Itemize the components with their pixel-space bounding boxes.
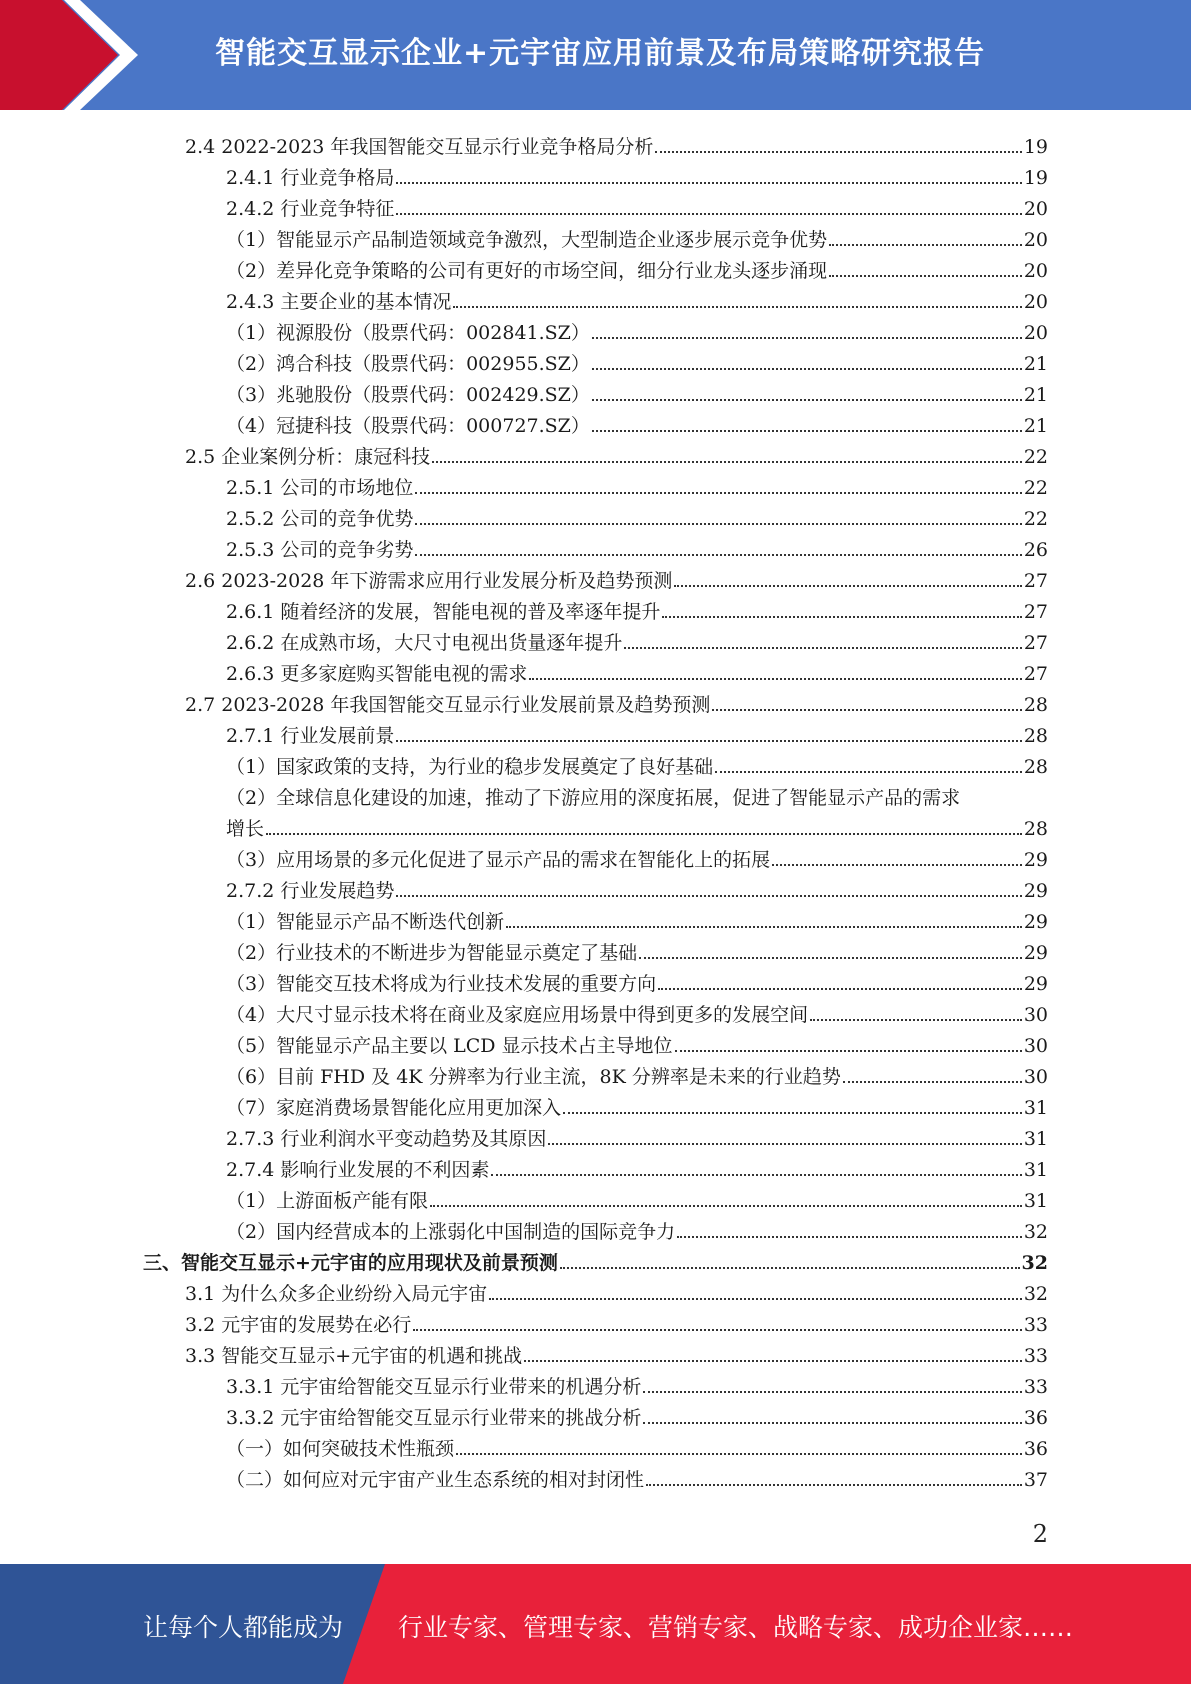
toc-entry[interactable] — [226, 406, 1048, 437]
toc-leader-dots — [715, 771, 1022, 773]
toc-entry-page: 30 — [1023, 1066, 1048, 1088]
toc-entry-title: 3.3.1 元宇宙给智能交互显示行业带来的机遇分析 — [226, 1376, 642, 1398]
toc-entry-page: 31 — [1023, 1097, 1048, 1119]
toc-entry[interactable] — [185, 1305, 1048, 1336]
toc-entry-page: 27 — [1023, 663, 1048, 685]
toc-entry-page: 27 — [1023, 570, 1048, 592]
toc-entry[interactable] — [226, 344, 1048, 375]
toc-entry[interactable] — [226, 499, 1048, 530]
toc-entry-title: （1）上游面板产能有限 — [226, 1190, 429, 1212]
toc-entry-page: 29 — [1023, 880, 1048, 902]
toc-entry-page: 21 — [1023, 415, 1048, 437]
toc-leader-dots — [560, 1267, 1020, 1269]
toc-entry-page: 32 — [1023, 1221, 1048, 1243]
toc-leader-dots — [674, 585, 1021, 587]
toc-leader-dots — [655, 151, 1021, 153]
toc-entry[interactable] — [226, 1367, 1048, 1398]
toc-entry-page: 20 — [1023, 291, 1048, 313]
toc-leader-dots — [491, 1174, 1021, 1176]
toc-leader-dots — [396, 740, 1021, 742]
toc-entry[interactable] — [185, 1336, 1048, 1367]
page-number: 2 — [1032, 1520, 1048, 1548]
toc-entry-page: 33 — [1023, 1376, 1048, 1398]
toc-entry-title: 2.7.3 行业利润水平变动趋势及其原因 — [226, 1128, 547, 1150]
toc-entry[interactable] — [226, 995, 1048, 1026]
toc-entry-page: 20 — [1023, 260, 1048, 282]
toc-entry-page: 26 — [1023, 539, 1048, 561]
toc-entry[interactable] — [226, 933, 1048, 964]
toc-leader-dots — [529, 678, 1021, 680]
toc-entry[interactable] — [226, 964, 1048, 995]
toc-leader-dots — [396, 895, 1021, 897]
toc-leader-dots — [415, 554, 1021, 556]
toc-entry[interactable] — [226, 840, 1048, 871]
toc-leader-dots — [266, 833, 1022, 835]
toc-entry[interactable] — [226, 902, 1048, 933]
toc-leader-dots — [415, 523, 1021, 525]
toc-entry[interactable] — [226, 654, 1048, 685]
toc-leader-dots — [829, 275, 1022, 277]
toc-entry[interactable] — [226, 1181, 1048, 1212]
toc-entry-title: 2.6.1 随着经济的发展，智能电视的普及率逐年提升 — [226, 601, 661, 623]
toc-leader-dots — [506, 926, 1022, 928]
toc-entry[interactable] — [185, 685, 1048, 716]
toc-entry[interactable] — [226, 251, 1048, 282]
toc-entry-title: （二）如何应对元宇宙产业生态系统的相对封闭性 — [226, 1469, 645, 1491]
toc-entry-title: （2）行业技术的不断进步为智能显示奠定了基础 — [226, 942, 638, 964]
toc-entry-page: 30 — [1023, 1035, 1048, 1057]
toc-chapter-entry[interactable] — [143, 1243, 1048, 1274]
toc-entry-page: 22 — [1023, 446, 1048, 468]
toc-entry-title: 2.4.1 行业竞争格局 — [226, 167, 395, 189]
toc-entry-page: 27 — [1023, 632, 1048, 654]
toc-entry-title: 2.7.4 影响行业发展的不利因素 — [226, 1159, 490, 1181]
toc-entry-page: 37 — [1023, 1469, 1048, 1491]
toc-entry[interactable] — [185, 127, 1048, 158]
page-header — [0, 0, 1191, 110]
toc-entry[interactable] — [226, 530, 1048, 561]
toc-entry-page: 20 — [1023, 322, 1048, 344]
toc-entry[interactable] — [226, 747, 1048, 778]
toc-entry-page: 29 — [1023, 911, 1048, 933]
toc-entry-page: 33 — [1023, 1345, 1048, 1367]
toc-entry-title: （1）智能显示产品制造领域竞争激烈，大型制造企业逐步展示竞争优势 — [226, 229, 828, 251]
toc-entry-title: 三、智能交互显示+元宇宙的应用现状及前景预测 — [143, 1252, 558, 1274]
toc-entry[interactable] — [226, 1026, 1048, 1057]
toc-entry[interactable] — [226, 158, 1048, 189]
toc-leader-dots — [658, 988, 1022, 990]
toc-entry-title: 2.5.3 公司的竞争劣势 — [226, 539, 414, 561]
toc-entry-page: 28 — [1023, 818, 1048, 840]
toc-entry-title: 2.5.2 公司的竞争优势 — [226, 508, 414, 530]
toc-leader-dots — [643, 1391, 1021, 1393]
toc-entry-title: （7）家庭消费场景智能化应用更加深入 — [226, 1097, 562, 1119]
toc-entry-page: 19 — [1023, 167, 1048, 189]
toc-entry-title: 3.3.2 元宇宙给智能交互显示行业带来的挑战分析 — [226, 1407, 642, 1429]
toc-entry[interactable] — [226, 1460, 1048, 1491]
toc-entry-page: 22 — [1023, 477, 1048, 499]
toc-entry-title: 2.5.1 公司的市场地位 — [226, 477, 414, 499]
toc-leader-dots — [396, 182, 1021, 184]
toc-entry-title: （2）全球信息化建设的加速，推动了下游应用的深度拓展，促进了智能显示产品的需求 — [226, 787, 961, 809]
toc-entry-title: （1）视源股份（股票代码：002841.SZ） — [226, 322, 590, 344]
toc-leader-dots — [432, 461, 1022, 463]
toc-entry-title: （4）冠捷科技（股票代码：000727.SZ） — [226, 415, 590, 437]
toc-entry[interactable] — [226, 623, 1048, 654]
toc-entry-title: （1）智能显示产品不断迭代创新 — [226, 911, 505, 933]
toc-leader-dots — [563, 1112, 1022, 1114]
toc-leader-dots — [592, 368, 1022, 370]
toc-entry-page: 31 — [1023, 1190, 1048, 1212]
toc-entry-page: 31 — [1023, 1128, 1048, 1150]
toc-leader-dots — [712, 709, 1021, 711]
toc-entry-title: 2.4.3 主要企业的基本情况 — [226, 291, 452, 313]
toc-leader-dots — [524, 1360, 1022, 1362]
toc-leader-dots — [677, 1236, 1022, 1238]
toc-entry-page: 36 — [1023, 1438, 1048, 1460]
toc-entry-page: 20 — [1023, 198, 1048, 220]
toc-entry-title: （2）鸿合科技（股票代码：002955.SZ） — [226, 353, 590, 375]
toc-leader-dots — [592, 337, 1022, 339]
toc-entry-title: 2.7 2023-2028 年我国智能交互显示行业发展前景及趋势预测 — [185, 694, 711, 716]
toc-entry-page: 28 — [1023, 756, 1048, 778]
footer-slogan-left: 让每个人都能成为 — [143, 1613, 344, 1642]
toc-leader-dots — [453, 306, 1021, 308]
toc-leader-dots — [643, 1422, 1021, 1424]
header-arrow-decoration — [0, 0, 200, 110]
report-title: 智能交互显示企业+元宇宙应用前景及布局策略研究报告 — [215, 36, 986, 71]
toc-entry-title: （3）智能交互技术将成为行业技术发展的重要方向 — [226, 973, 657, 995]
toc-leader-dots — [396, 213, 1021, 215]
toc-entry[interactable] — [226, 1212, 1048, 1243]
toc-entry[interactable] — [185, 1274, 1048, 1305]
toc-leader-dots — [829, 244, 1022, 246]
toc-entry-title: 2.6.3 更多家庭购买智能电视的需求 — [226, 663, 528, 685]
toc-entry[interactable] — [226, 1150, 1048, 1181]
toc-entry-title: （一）如何突破技术性瓶颈 — [226, 1438, 455, 1460]
toc-entry-title: （2）国内经营成本的上涨弱化中国制造的国际竞争力 — [226, 1221, 676, 1243]
toc-entry[interactable] — [226, 1398, 1048, 1429]
toc-entry-page: 36 — [1023, 1407, 1048, 1429]
toc-leader-dots — [810, 1019, 1022, 1021]
toc-entry-title: 增长 — [226, 818, 265, 840]
toc-entry-page: 20 — [1023, 229, 1048, 251]
toc-entry-page: 21 — [1023, 384, 1048, 406]
toc-entry-page: 28 — [1023, 725, 1048, 747]
toc-entry[interactable] — [185, 437, 1048, 468]
toc-leader-dots — [415, 492, 1021, 494]
toc-leader-dots — [639, 957, 1022, 959]
toc-leader-dots — [548, 1143, 1021, 1145]
toc-entry-title: （2）差异化竞争策略的公司有更好的市场空间，细分行业龙头逐步涌现 — [226, 260, 828, 282]
toc-leader-dots — [430, 1205, 1022, 1207]
toc-entry-title: （4）大尺寸显示技术将在商业及家庭应用场景中得到更多的发展空间 — [226, 1004, 809, 1026]
toc-entry[interactable] — [226, 1119, 1048, 1150]
toc-entry-title: （3）应用场景的多元化促进了显示产品的需求在智能化上的拓展 — [226, 849, 771, 871]
toc-leader-dots — [675, 1050, 1022, 1052]
page-footer — [0, 1564, 1191, 1684]
toc-entry-page: 22 — [1023, 508, 1048, 530]
toc-entry[interactable] — [226, 1057, 1048, 1088]
toc-entry-page: 33 — [1023, 1314, 1048, 1336]
toc-entry[interactable] — [226, 871, 1048, 902]
toc-leader-dots — [662, 616, 1021, 618]
toc-leader-dots — [772, 864, 1022, 866]
toc-leader-dots — [843, 1081, 1022, 1083]
toc-entry[interactable] — [226, 189, 1048, 220]
toc-entry-page: 21 — [1023, 353, 1048, 375]
toc-entry[interactable] — [226, 313, 1048, 344]
toc-entry-page: 30 — [1023, 1004, 1048, 1026]
toc-entry-title: 3.3 智能交互显示+元宇宙的机遇和挑战 — [185, 1345, 523, 1367]
toc-entry[interactable] — [185, 561, 1048, 592]
toc-entry[interactable] — [226, 1088, 1048, 1119]
toc-entry-page: 32 — [1023, 1283, 1048, 1305]
toc-leader-dots — [489, 1298, 1022, 1300]
toc-entry-page: 29 — [1023, 973, 1048, 995]
toc-entry-wrapped[interactable] — [226, 778, 1048, 809]
toc-entry-title: 2.6 2023-2028 年下游需求应用行业发展分析及趋势预测 — [185, 570, 673, 592]
toc-entry-page: 31 — [1023, 1159, 1048, 1181]
toc-leader-dots — [624, 647, 1021, 649]
toc-entry-page: 27 — [1023, 601, 1048, 623]
toc-entry[interactable] — [226, 468, 1048, 499]
toc-entry-title: （3）兆驰股份（股票代码：002429.SZ） — [226, 384, 590, 406]
toc-entry-continuation[interactable] — [226, 809, 1048, 840]
toc-leader-dots — [646, 1484, 1022, 1486]
toc-entry-page: 29 — [1023, 942, 1048, 964]
toc-entry-page: 28 — [1023, 694, 1048, 716]
toc-leader-dots — [592, 399, 1022, 401]
toc-entry-title: 3.2 元宇宙的发展势在必行 — [185, 1314, 412, 1336]
toc-entry-title: 2.4 2022-2023 年我国智能交互显示行业竞争格局分析 — [185, 136, 654, 158]
toc-entry[interactable] — [226, 375, 1048, 406]
toc-entry[interactable] — [226, 220, 1048, 251]
toc-entry[interactable] — [226, 282, 1048, 313]
toc-entry[interactable] — [226, 716, 1048, 747]
toc-entry-title: （5）智能显示产品主要以 LCD 显示技术占主导地位 — [226, 1035, 673, 1057]
toc-entry-title: 2.5 企业案例分析：康冠科技 — [185, 446, 431, 468]
toc-entry-page: 19 — [1023, 136, 1048, 158]
toc-entry-title: 2.7.1 行业发展前景 — [226, 725, 395, 747]
toc-leader-dots — [456, 1453, 1022, 1455]
toc-leader-dots — [413, 1329, 1022, 1331]
toc-entry[interactable] — [226, 1429, 1048, 1460]
toc-entry-page: 32 — [1021, 1252, 1048, 1274]
toc-entry-title: 2.7.2 行业发展趋势 — [226, 880, 395, 902]
toc-leader-dots — [592, 430, 1022, 432]
toc-entry-title: （6）目前 FHD 及 4K 分辨率为行业主流，8K 分辨率是未来的行业趋势 — [226, 1066, 841, 1088]
footer-slogan-right: 行业专家、管理专家、营销专家、战略专家、成功企业家…… — [398, 1613, 1074, 1642]
toc-entry-title: 2.4.2 行业竞争特征 — [226, 198, 395, 220]
toc-entry-title: （1）国家政策的支持，为行业的稳步发展奠定了良好基础 — [226, 756, 714, 778]
toc-entry-page: 29 — [1023, 849, 1048, 871]
toc-entry-title: 3.1 为什么众多企业纷纷入局元宇宙 — [185, 1283, 488, 1305]
toc-entry[interactable] — [226, 592, 1048, 623]
toc-entry-title: 2.6.2 在成熟市场，大尺寸电视出货量逐年提升 — [226, 632, 623, 654]
